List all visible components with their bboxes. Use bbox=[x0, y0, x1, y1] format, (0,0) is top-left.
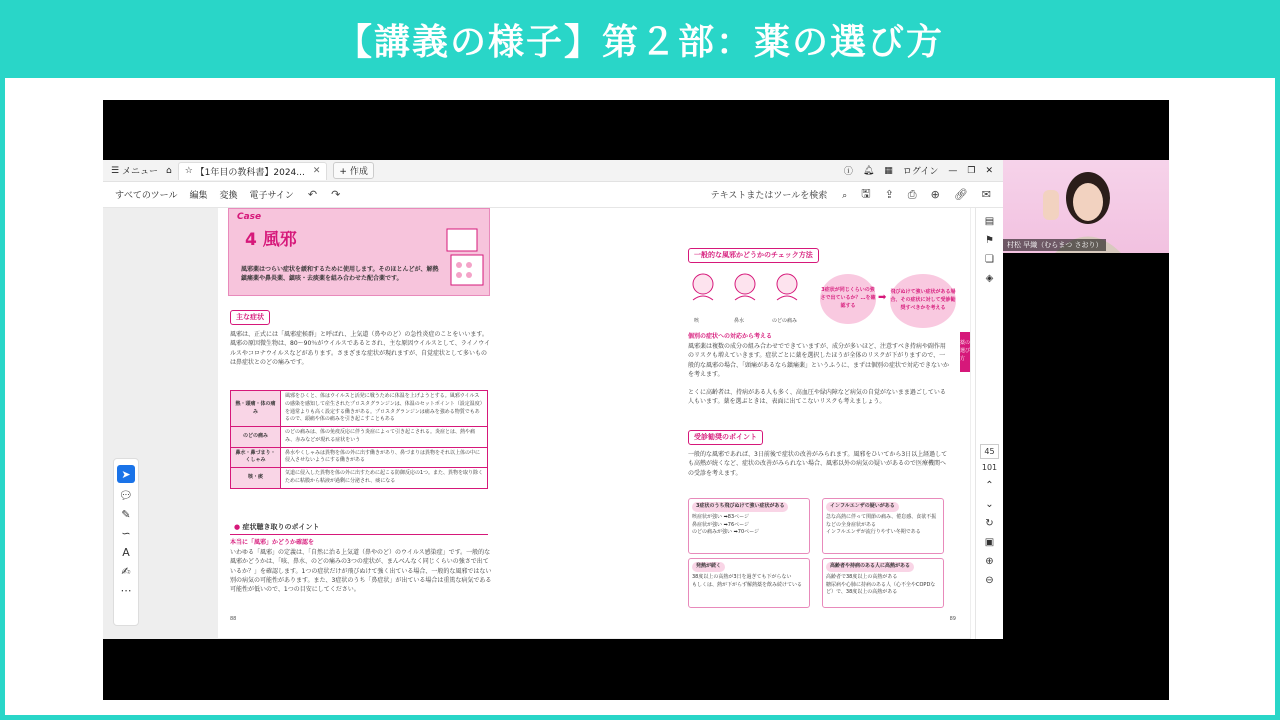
right-body-2: とくに高齢者は、持病がある人も多く、高血圧や緑内障など病気の自覚がないまま過ごしている人もいます。薬を選ぶときは、表面に出てこないリスクも考えましょう。 bbox=[688, 389, 946, 406]
box-line: もしくは、熱が下がらず解熱薬を飲み続けている bbox=[692, 581, 803, 588]
page-view-icon[interactable]: ▣ bbox=[984, 537, 995, 548]
new-tab-label: 作成 bbox=[349, 167, 368, 177]
check-bubble-1: 3症状が同じくらいの強さで出ているか？…を確認する bbox=[820, 274, 876, 324]
star-icon[interactable]: ☆ bbox=[184, 166, 193, 176]
maximize-icon[interactable]: ❐ bbox=[967, 165, 976, 176]
check-bubble-2: 飛びぬけて強い症状がある場合、その症状に対して受診勧奨すべきかを考える bbox=[890, 274, 956, 328]
redo-icon[interactable]: ↷ bbox=[331, 188, 341, 201]
pages-panel-icon[interactable]: ❏ bbox=[985, 254, 994, 265]
box-influenza bbox=[822, 498, 944, 554]
slide-banner bbox=[0, 0, 1280, 78]
login-button[interactable]: ログイン bbox=[902, 167, 939, 177]
arrow-right-icon: ➡ bbox=[878, 292, 887, 303]
menu-label: メニュー bbox=[121, 167, 158, 177]
layers-panel-icon[interactable]: ◈ bbox=[985, 273, 994, 284]
symptoms-heading bbox=[230, 310, 270, 325]
webcam-feed bbox=[1003, 160, 1169, 253]
page-number-input[interactable]: 45 bbox=[980, 444, 998, 459]
edit-button[interactable]: 編集 bbox=[189, 191, 208, 201]
section2-heading bbox=[234, 522, 320, 533]
table-head: 鼻水・鼻づまり・くしゃみ bbox=[231, 447, 281, 468]
section2-divider bbox=[230, 534, 488, 535]
tool-search[interactable] bbox=[699, 188, 848, 201]
table-cell: 鼻水やくしゃみは異物を体の外に出す働きがあり、鼻づまりは異物をそれ以上体の中に侵入させないようにする働きがある bbox=[281, 447, 488, 468]
participant-name: 村松 早織（むらまつ さおり） bbox=[1003, 239, 1106, 251]
cough-face-illustration bbox=[688, 270, 718, 304]
bookmark-panel-icon[interactable]: ⚑ bbox=[985, 235, 994, 246]
tab-title: 【1年目の教科書】2024... bbox=[195, 167, 305, 178]
table-cell: のどの痛みは、体の免疫反応に伴う炎症によって引き起こされる。炎症とは、熱や痛み、赤みなどが現れる症状をいう bbox=[281, 427, 488, 448]
print-icon[interactable]: ⎙ bbox=[907, 187, 917, 201]
pen-tool-icon[interactable]: ✎ bbox=[121, 508, 131, 521]
box-line: 38度以上の高熱が3日を過ぎても下がらない bbox=[692, 573, 792, 580]
minimize-icon[interactable]: — bbox=[948, 165, 958, 176]
side-tab-label: 薬の選び方 bbox=[960, 340, 971, 362]
table-row bbox=[231, 447, 488, 468]
box-heading: 3症状のうち飛びぬけて強い症状がある bbox=[692, 502, 788, 512]
zoom-in-icon[interactable]: ⊕ bbox=[985, 556, 994, 567]
right-body-1: 風邪薬は複数の成分の組み合わせでできていますが、成分が多いほど、注意すべき持病や副作用のリスクも増えていきます。症状ごとに薬を選択したほうが全体のリスクが下がりますので、一般的な風邪の場合、「頭痛があるなら鎮痛薬」というふうに、まずは個別の症状で対応できないかを考えます。 bbox=[688, 343, 950, 378]
page-89 bbox=[594, 208, 970, 638]
box-line: のどの痛みが強い ➡70ページ bbox=[692, 529, 760, 536]
convert-button[interactable]: 変換 bbox=[219, 191, 238, 201]
sore-throat-face-illustration bbox=[772, 270, 802, 304]
referral-heading bbox=[688, 430, 763, 445]
draw-tool-icon[interactable]: ∽ bbox=[121, 527, 131, 540]
title-bar bbox=[103, 160, 1003, 182]
section2-body: いわゆる「風邪」の定義は、「自然に治る上気道（鼻やのど）のウイルス感染症」です。一般的な風邪かどうかは、「咳、鼻水、のどの痛みの3つの症状が、まんべんなく同じくらいの強さで出ているか？」を確認します。1つの症状だけが飛びぬけて強く出ている場合、一般的な風邪ではない別の病気の可能性があります。また、3症状のうち「鼻症状」が出ている場合は重篤な病気である可能性が低いので、1つの目安にしてください。 bbox=[230, 549, 492, 594]
annotation-toolbar bbox=[113, 458, 139, 626]
slide-title: 【講義の様子】第２部：薬の選び方 bbox=[335, 21, 944, 63]
close-window-icon[interactable]: ✕ bbox=[985, 165, 993, 176]
bullet-icon: ● bbox=[234, 523, 241, 531]
link-icon[interactable]: 🔗︎ bbox=[953, 188, 968, 201]
box-strong-symptom bbox=[688, 498, 810, 554]
check-heading bbox=[688, 248, 819, 263]
case-tag: Case bbox=[237, 212, 262, 222]
undo-icon[interactable]: ↶ bbox=[307, 188, 318, 201]
case-header-box bbox=[228, 208, 490, 296]
side-tab bbox=[960, 332, 970, 372]
table-head: 咳・痰 bbox=[231, 468, 281, 489]
face-label-nose: 鼻水 bbox=[734, 318, 745, 324]
table-row bbox=[231, 427, 488, 448]
box-heading: 高齢者や持病のある人に高熱がある bbox=[826, 562, 914, 572]
section2-title: 症状聴き取りのポイント bbox=[242, 523, 320, 531]
bell-icon[interactable]: 🔔︎ bbox=[862, 165, 875, 176]
right-panel bbox=[975, 208, 1003, 639]
page-total: 101 bbox=[981, 463, 998, 472]
text-tool-icon[interactable]: A bbox=[122, 546, 130, 559]
check-pill: 一般的な風邪かどうかのチェック方法 bbox=[688, 248, 819, 263]
table-row bbox=[231, 468, 488, 489]
save-icon[interactable]: 🖫 bbox=[861, 187, 871, 200]
box-elderly bbox=[822, 558, 944, 608]
box-line: 高齢者で38度以上の高熱がある bbox=[826, 573, 898, 580]
face-label-throat: のどの痛み bbox=[772, 318, 798, 324]
runny-nose-face-illustration bbox=[730, 270, 760, 304]
close-tab-icon[interactable]: ✕ bbox=[312, 166, 321, 176]
page-number-right: 89 bbox=[949, 616, 956, 623]
upload-icon[interactable]: ⇪ bbox=[884, 188, 894, 201]
help-icon[interactable]: ⓘ bbox=[843, 167, 853, 177]
box-heading: インフルエンザの疑いがある bbox=[826, 502, 899, 512]
new-tab-button[interactable]: + 作成 bbox=[333, 162, 373, 179]
symptom-table bbox=[230, 390, 488, 489]
box-line: 急な高熱に伴って関節の痛み、倦怠感、食欲不振などの全身症状がある bbox=[826, 513, 937, 528]
box-line: 鼻症状が強い ➡76ページ bbox=[692, 521, 750, 528]
main-toolbar bbox=[103, 182, 1003, 208]
box-line: 咳症状が強い ➡83ページ bbox=[692, 513, 750, 520]
rotate-icon[interactable]: ↻ bbox=[985, 518, 994, 529]
chevron-down-icon[interactable]: ⌄ bbox=[985, 499, 994, 510]
table-head: 熱・頭痛・体の痛み bbox=[231, 391, 281, 427]
home-icon[interactable]: ⌂ bbox=[165, 165, 172, 176]
right-body-3: 一般的な風邪であれば、3日前後で症状の改善がみられます。風邪をひいてから3日以上経過しても高熱が続くなど、症状の改善がみられない場合、風邪以外の病気の疑いがあるので医療機関への受診を考えます。 bbox=[688, 451, 948, 477]
search-icon: ⌕ bbox=[842, 191, 848, 201]
table-cell: 風邪をひくと、体はウイルスと活発に戦うために体温を上げようとする。風邪ウイルスの感染を感知して産生されたプロスタグランジンは、体温のセットポイント（設定温度）を通常よりも高く設定する働きがある。プロスタグランジンは痛みを強める物質でもあるので、頭痛や体の痛みを引き起こすこともある bbox=[281, 391, 488, 427]
chevron-up-icon[interactable]: ⌃ bbox=[985, 480, 994, 491]
hamburger-icon: ☰ bbox=[111, 165, 120, 176]
pdf-viewer-window bbox=[103, 160, 1003, 639]
symptoms-pill: 主な症状 bbox=[230, 310, 270, 325]
select-tool-icon[interactable]: ➤ bbox=[117, 465, 135, 483]
medicine-box-illustration bbox=[443, 225, 489, 291]
box-fever bbox=[688, 558, 810, 608]
apps-icon[interactable]: ▦ bbox=[884, 165, 893, 176]
box-heading: 発熱が続く bbox=[692, 562, 725, 572]
table-row bbox=[231, 391, 488, 427]
case-title: 4 風邪 bbox=[245, 230, 297, 250]
tool-search-label: テキストまたはツールを検索 bbox=[710, 191, 828, 201]
pdf-spread bbox=[218, 208, 970, 638]
page-88 bbox=[218, 208, 594, 638]
menu-button[interactable] bbox=[111, 164, 158, 177]
box-line: インフルエンザが流行りやすい冬期である bbox=[826, 529, 921, 536]
share-icon[interactable]: ⊕ bbox=[930, 188, 940, 201]
page-number-left: 88 bbox=[230, 616, 237, 623]
table-head: のどの痛み bbox=[231, 427, 281, 448]
sign-tool-icon[interactable]: ✍ bbox=[121, 565, 131, 578]
mail-icon[interactable]: ✉ bbox=[981, 188, 991, 201]
comment-tool-icon[interactable]: 💬︎ bbox=[119, 489, 133, 502]
zoom-out-icon[interactable]: ⊖ bbox=[985, 575, 994, 586]
individual-symptoms-subtitle: 個別の症状への対応から考える bbox=[688, 333, 773, 340]
face-label-cough: 咳 bbox=[694, 318, 700, 324]
esign-button[interactable]: 電子サイン bbox=[249, 191, 294, 201]
document-tab[interactable] bbox=[178, 162, 328, 180]
section2-subtitle: 本当に「風邪」かどうか確認を bbox=[230, 539, 315, 546]
more-tools-icon[interactable]: ⋯ bbox=[120, 584, 132, 597]
table-cell: 気道に侵入した異物を体の外に出すために起こる防御反応の1つ。また、異物を取り除くために粘膜から粘液が過剰に分泌され、痰になる bbox=[281, 468, 488, 489]
box-line: 糖尿病や心肺に持病のある人（心不全やCOPDなど）で、38度以上の高熱がある bbox=[826, 581, 936, 596]
comments-panel-icon[interactable]: ▤ bbox=[984, 216, 995, 227]
referral-pill: 受診勧奨のポイント bbox=[688, 430, 763, 445]
all-tools-button[interactable]: すべてのツール bbox=[115, 191, 178, 201]
case-description: 風邪薬はつらい症状を緩和するために使用します。そのほとんどが、解熱鎮痛薬や鼻炎薬、鎮咳・去痰薬を組み合わせた配合薬です。 bbox=[241, 266, 439, 283]
symptoms-body: 風邪は、正式には「風邪症候群」と呼ばれ、上気道（鼻やのど）の急性炎症のことをいいます。風邪の原因微生物は、80〜90％がウイルスであるとされ、主な原因ウイルスとして、ライノウイルスやコロナウイルスなどがあります。さまざまな症状が現れますが、自覚症状として多いものは鼻症状とのどの痛みです。 bbox=[230, 331, 491, 366]
